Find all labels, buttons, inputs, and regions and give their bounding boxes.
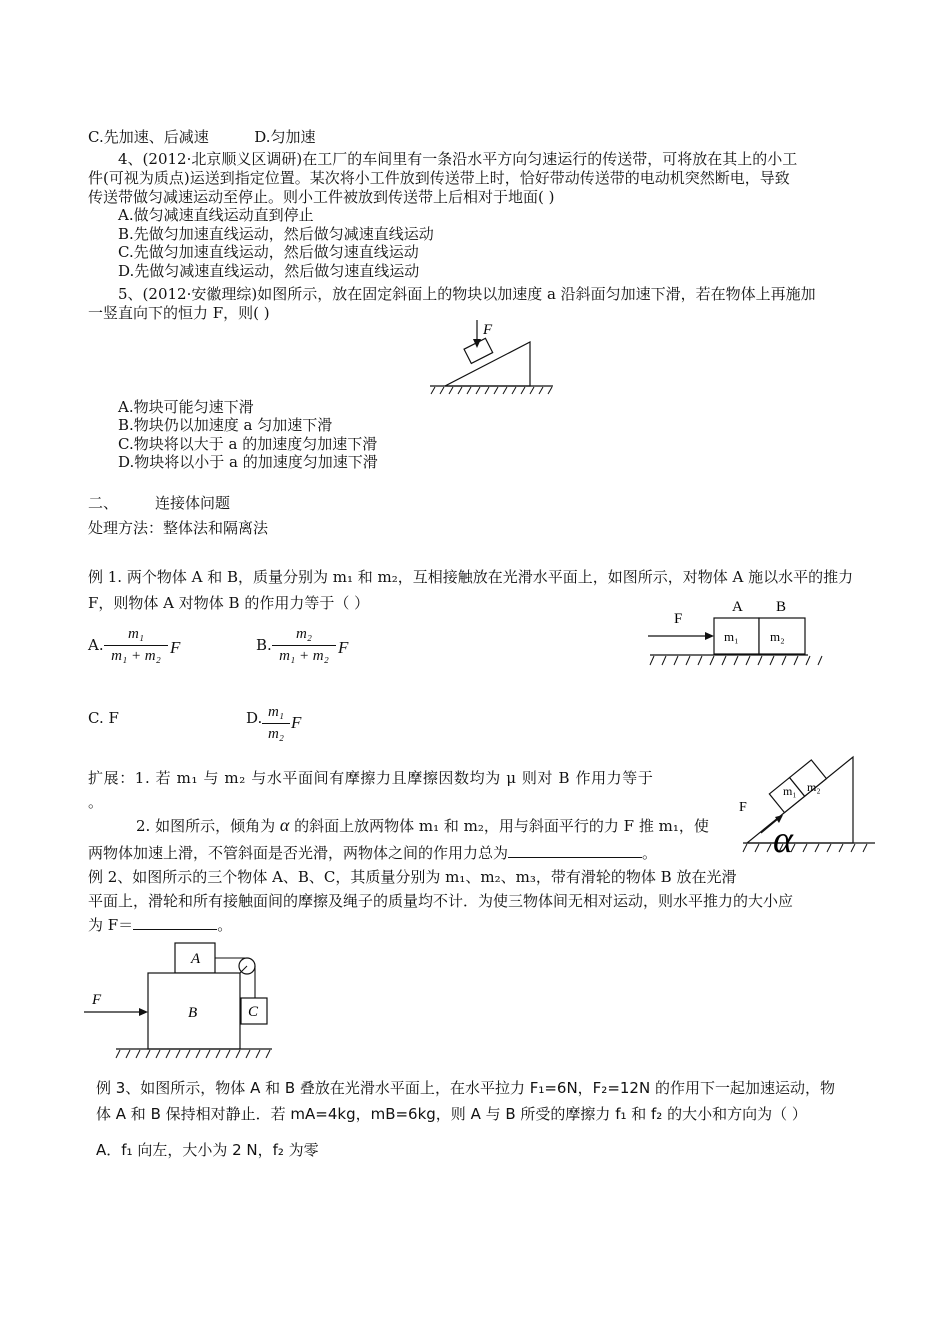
pulley-label-f: F bbox=[92, 992, 102, 1008]
ext2-line1-a: 2. 如图所示，倾角为 bbox=[136, 817, 276, 835]
q4-line1: 4、(2012·北京顺义区调研)在工厂的车间里有一条沿水平方向匀速运行的传送带，可将放在其上的小工 bbox=[118, 150, 798, 168]
ext2-end: 。 bbox=[642, 844, 658, 862]
q5-line1: 5、(2012·安徽理综)如图所示，放在固定斜面上的物块以加速度 a 沿斜面匀加速下滑，若在物体上再施加 bbox=[118, 285, 816, 303]
q4-line3: 传送带做匀减速运动至停止。则小工件被放到传送带上后相对于地面( ) bbox=[88, 188, 555, 206]
pulley-label-b: B bbox=[188, 1005, 198, 1021]
ext2-line1-b: 的斜面上放两物体 m₁ 和 m₂，用与斜面平行的力 F 推 m₁，使 bbox=[294, 817, 709, 835]
q4-option-d: D.先做匀减速直线运动，然后做匀速直线运动 bbox=[118, 262, 420, 280]
frac-numerator: m₁ bbox=[267, 704, 285, 720]
label-m1: m₁ bbox=[724, 629, 739, 644]
ex1-option-a-f: F bbox=[170, 638, 181, 657]
ex1-option-b-f: F bbox=[338, 638, 349, 657]
q5-option-d: D.物块将以小于 a 的加速度匀加速下滑 bbox=[118, 453, 378, 471]
q4-option-a: A.做匀减速直线运动直到停止 bbox=[118, 206, 314, 224]
q3-option-d: D.匀加速 bbox=[254, 128, 316, 146]
ex1-line2: F，则物体 A 对物体 B 的作用力等于（ ） bbox=[88, 594, 370, 612]
q4-line2: 件(可视为质点)运送到指定位置。某次将小工件放到传送带上时，恰好带动传送带的电动机突然断电，导致 bbox=[88, 169, 790, 187]
ex1-line1: 例 1. 两个物体 A 和 B，质量分别为 m₁ 和 m₂，互相接触放在光滑水平面上，如图所示，对物体 A 施以水平的推力 bbox=[88, 568, 854, 586]
ex1-option-b-fraction bbox=[272, 626, 336, 665]
ex1-option-d-label: D. bbox=[246, 709, 263, 727]
ex3-line1: 例 3、如图所示，物体 A 和 B 叠放在光滑水平面上，在水平拉力 F₁=6N，F₂=12N 的作用下一起加速运动，物 bbox=[96, 1079, 835, 1097]
label-f: F bbox=[674, 611, 683, 627]
ex2-line1: 例 2、如图所示的三个物体 A、B、C，其质量分别为 m₁、m₂、m₃，带有滑轮的物体 B 放在光滑 bbox=[88, 868, 737, 886]
q5-option-a: A.物块可能匀速下滑 bbox=[118, 398, 254, 416]
q5-line2: 一竖直向下的恒力 F，则( ) bbox=[88, 304, 270, 322]
ex1-option-d-f: F bbox=[291, 713, 302, 732]
q5-option-b: B.物块仍以加速度 a 匀加速下滑 bbox=[118, 416, 333, 434]
section-title: 连接体问题 bbox=[155, 494, 231, 512]
section-number: 二、 bbox=[88, 494, 119, 512]
incline-label-m2: m₂ bbox=[807, 780, 821, 794]
q4-option-b: B.先做匀加速直线运动，然后做匀减速直线运动 bbox=[118, 225, 434, 243]
incline-ground-hatch bbox=[743, 844, 867, 852]
push-arrowhead bbox=[705, 632, 714, 640]
incline-label-m1: m₁ bbox=[783, 784, 797, 798]
ex2-line2: 平面上，滑轮和所有接触面间的摩擦及绳子的质量均不计．为使三物体间无相对运动，则水平推力的大小应 bbox=[88, 892, 794, 910]
answer-blank[interactable] bbox=[508, 857, 642, 858]
method-text: 处理方法：整体法和隔离法 bbox=[88, 519, 269, 537]
ext2-line2: 两物体加速上滑，不管斜面是否光滑，两物体之间的作用力总为 bbox=[88, 844, 509, 862]
frac-denominator: m₂ bbox=[267, 726, 285, 742]
ex3-line2: 体 A 和 B 保持相对静止．若 mA=4kg，mB=6kg，则 A 与 B 所受的摩擦力 f₁ 和 f₂ 的大小和方向为（ ） bbox=[96, 1105, 807, 1123]
incline-figure bbox=[425, 318, 555, 398]
ex1-option-d-fraction bbox=[262, 704, 290, 743]
frac-denominator: m₁ + m₂ bbox=[279, 648, 329, 664]
ex2-line3-a: 为 F＝ bbox=[88, 916, 134, 934]
ex1-option-a-fraction bbox=[104, 626, 168, 665]
incline-blocks-figure bbox=[735, 755, 880, 855]
q4-option-c: C.先做匀加速直线运动，然后做匀速直线运动 bbox=[118, 243, 419, 261]
pulley-label-c: C bbox=[248, 1004, 259, 1020]
label-b: B bbox=[776, 599, 787, 615]
frac-denominator: m₁ + m₂ bbox=[111, 648, 161, 664]
label-a: A bbox=[732, 599, 743, 615]
blocks-figure bbox=[640, 595, 835, 670]
floor-hatch bbox=[650, 656, 822, 665]
ex1-option-a-label: A. bbox=[88, 636, 104, 654]
ex1-option-c: C. F bbox=[88, 709, 119, 727]
answer-blank-f[interactable] bbox=[133, 929, 217, 930]
pulley-label-a: A bbox=[191, 951, 201, 967]
frac-numerator: m₁ bbox=[127, 626, 145, 642]
alpha-symbol: α bbox=[279, 815, 290, 835]
ex2-line3-b: 。 bbox=[217, 916, 233, 934]
ex3-option-a: A．f₁ 向左，大小为 2 N，f₂ 为零 bbox=[96, 1141, 319, 1159]
pulley-figure bbox=[80, 938, 280, 1060]
force-label: F bbox=[483, 322, 493, 338]
q3-option-c: C.先加速、后减速 bbox=[88, 128, 209, 146]
label-m2: m₂ bbox=[770, 629, 785, 644]
pulley-floor-hatch bbox=[116, 1050, 270, 1058]
incline-label-f: F bbox=[739, 800, 747, 815]
incline-label-alpha: α bbox=[773, 819, 793, 855]
q5-option-c: C.物块将以大于 a 的加速度匀加速下滑 bbox=[118, 435, 378, 453]
ext1-end: 。 bbox=[88, 793, 104, 811]
ext1-line: 扩展：1. 若 m₁ 与 m₂ 与水平面间有摩擦力且摩擦因数均为 μ 则对 B 作用力等于 bbox=[88, 769, 654, 787]
frac-numerator: m₂ bbox=[295, 626, 313, 642]
ex1-option-b-label: B. bbox=[256, 636, 272, 654]
ground-hatch bbox=[431, 387, 552, 394]
pulley-push-arrowhead bbox=[139, 1008, 148, 1016]
